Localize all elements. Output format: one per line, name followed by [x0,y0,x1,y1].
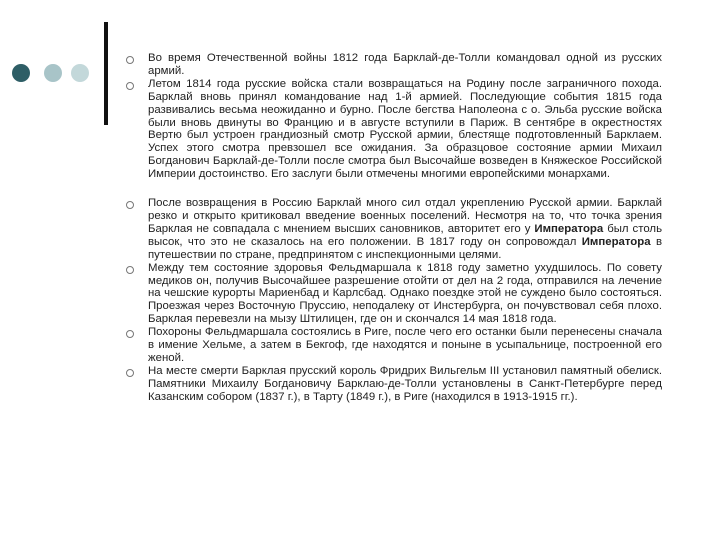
text-run: После возвращения в Россию Барклай много сил отдал укреплению Русской армии. Барклай резко и открыто критиковал введение военных поселений. Несмотря на то, что точка зрения Барклая не совпадала с мнением высших сановников, авторитет его у [148,197,662,235]
text-run: в путешествии по стране, предпринятом с инспекционными целями. [148,235,662,261]
bullet-list [126,52,662,404]
list-item [126,365,662,404]
list-item [126,78,662,181]
bullet-circle-icon [126,201,134,209]
bullet-circle-icon [126,82,134,90]
bullet-circle-icon [126,369,134,377]
text-run: был столь высок, что это не сказалось на его положении. В 1817 году он сопровождал [148,222,663,248]
bullet-circle-icon [126,266,134,274]
list-item [126,197,662,262]
bullet-circle-icon [126,330,134,338]
list-item-text: На месте смерти Барклая прусский король Фридрих Вильгельм III установил памятный обелиск. Памятники Михаилу Богдановичу Барклаю-де-Толли установлены в Санкт-Петербурге перед Казанским собором (1837 г.), в Тарту (1849 г.), в Риге (находился в 1913-1915 гг.). [148,364,662,403]
vertical-rule [104,22,108,125]
list-item [126,262,662,327]
list-item [126,52,662,78]
list-item-text: Похороны Фельдмаршала состоялись в Риге, после чего его останки были перенесены сначала в имение Хельме, а затем в Бекгоф, где находятся и поныне в усыпальнице, построенной его женой. [148,326,662,364]
list-item [126,326,662,365]
decor-dot-light [71,64,89,82]
list-item-text: Во время Отечественной войны 1812 года Барклай-де-Толли командовал одной из русских армий. [148,52,662,77]
bullet-circle-icon [126,56,134,64]
list-item-text [148,197,662,262]
list-item-text: Между тем состояние здоровья Фельдмаршала к 1818 году заметно ухудшилось. По совету медиков он, получив Высочайшее разрешение отойти от дел на 2 года, отправился на лечение на чешские курорты Мариенбад и Карлсбад. Однако поездке этой не суждено было состояться. Проезжая через Восточную Пруссию, неподалеку от Инстербурга, он почувствовал себя плохо. Барклая перевезли на мызу Штилицен, где он и скончался 14 мая 1818 года. [148,261,662,326]
decor-dot-dark [12,64,30,82]
spacer [126,181,662,197]
list-item-text: Летом 1814 года русские войска стали возвращаться на Родину после заграничного похода. Барклай вновь принял командование над 1-й армией. Последующие события 1815 года развивались весьма неожиданно и бурно. После бегства Наполеона с о. Эльба русские войска были вновь двинуты во Францию и в августе вступили в Париж. В сентябре в окрестностях Вертю был устроен грандиозный смотр Русской армии, блестяще подготовленный Барклаем. Успех этого смотра превзошел все ожидания. За образцовое состояние армии Михаил Богданович Барклай-де-Толли после смотра был Высочайше возведен в Княжеское Российской Империи достоинство. Его заслуги были отмечены многими европейскими монархами. [148,77,662,181]
decor-dot-mid [44,64,62,82]
emphasis-text: Императора [581,235,651,248]
emphasis-text: Императора [534,222,604,235]
